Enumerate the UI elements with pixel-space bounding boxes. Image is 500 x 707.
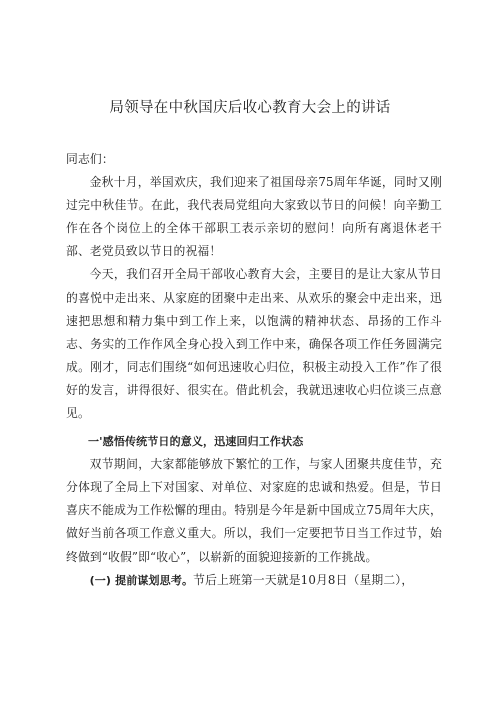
section-heading: 一'感悟传统节日的意义，迅速回归工作状态 [88,435,304,449]
paragraph-section-one: 双节期间，大家都能够放下繁忙的工作，与家人团聚共度佳节，充分体现了全局上下对国家、对单位、对家庭的忠诚和热爱。但是，节日喜庆不能成为工作松懈的理由。特别是今年是新中国成立75周年大庆，做好当前各项工作意义重大。所以，我们一定要把节日当工作过节，始终做到“收假”即“收心”，以崭新的面貌迎接新的工作挑战。 [66,457,442,564]
document-title: 局领导在中秋国庆后收心教育大会上的讲话 [109,100,391,116]
salutation: 同志们： [66,152,114,166]
subsection-text: 节后上班第一天就是10月8日（星期二）， [193,572,414,587]
paragraph-greeting: 金秋十月，举国欢庆，我们迎来了祖国母亲75周年华诞，同时又刚过完中秋佳节。在此，我代表局党组向大家致以节日的问候！向辛勤工作在各个岗位上的全体干部职工表示亲切的慰问！向所有离退休老干部、老党员致以节日的祝福！ [66,175,442,259]
paragraph-purpose: 今天，我们召开全局干部收心教育大会，主要目的是让大家从节日的喜悦中走出来、从家庭的团聚中走出来、从欢乐的聚会中走出来，迅速把思想和精力集中到工作上来，以饱满的精神状态、昂扬的工作斗志、务实的工作作风全身心投入到工作中来，确保各项工作任务圆满完成。刚才，同志们围绕“如何迅速收心归位，积极主动投入工作”作了很好的发言，讲得很好、很实在。借此机会，我就迅速收心归位谈三点意见。 [66,267,442,421]
subsection-line [66,569,442,592]
subsection-label: (一) 提前谋划思考。 [89,573,194,587]
document-body [66,148,442,592]
